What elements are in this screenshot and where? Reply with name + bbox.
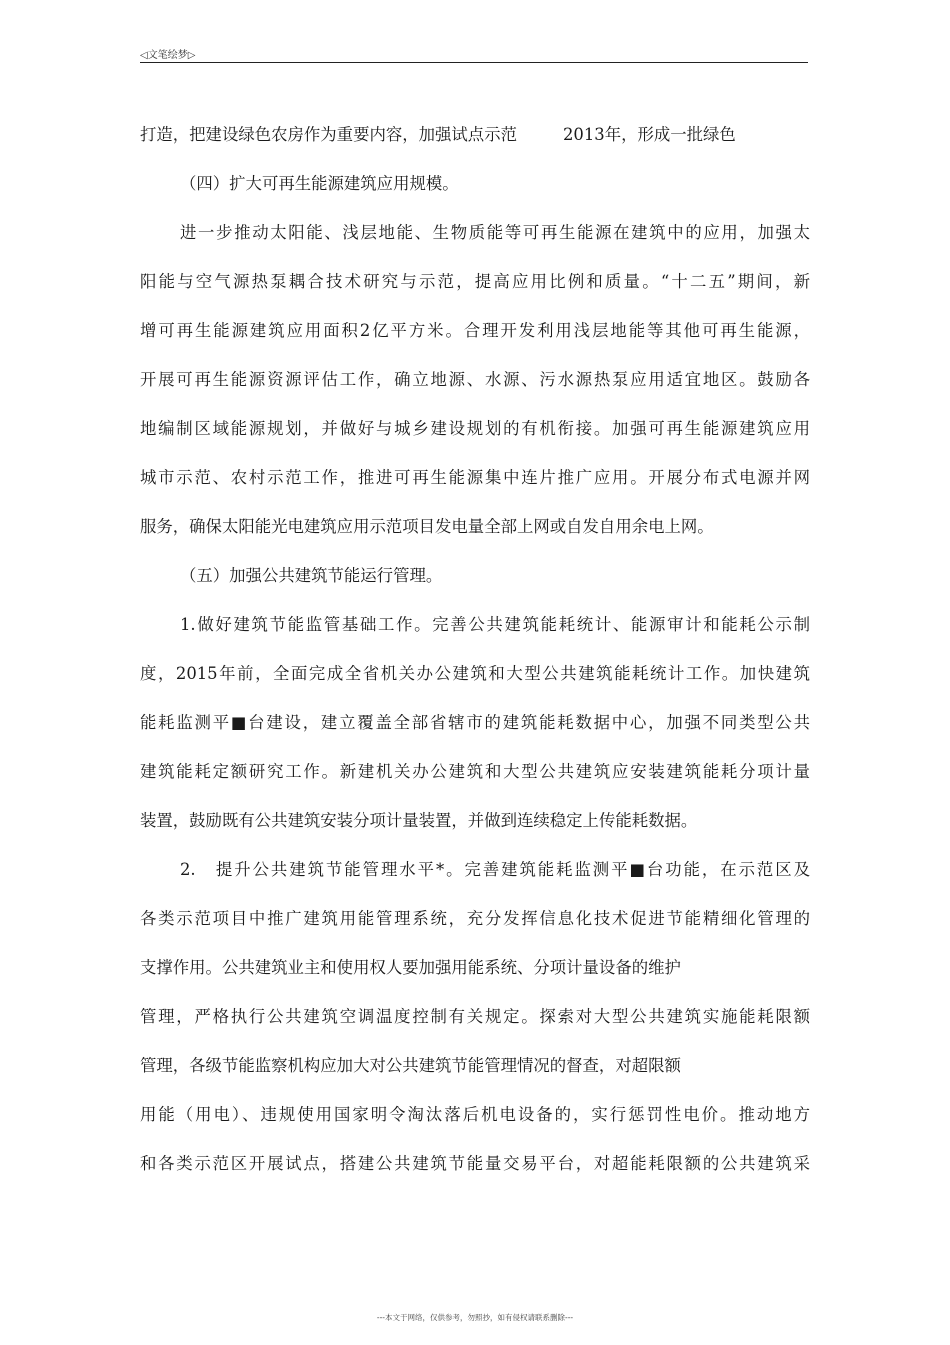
- text-line-1-part-b: 2013年，形成一批绿色: [562, 125, 736, 144]
- page-footer: ---本文于网络，仅供参考，勿照抄，如有侵权请联系删除---: [376, 1313, 574, 1322]
- header-label: ◁文笔绘梦▷: [140, 50, 196, 61]
- text-line-9: 服务，确保太阳能光电建筑应用示范项目发电量全部上网或自发自用余电上网。: [140, 517, 714, 536]
- text-line-20: 管理，各级节能监察机构应加大对公共建筑节能管理情况的督查，对超限额: [140, 1056, 681, 1075]
- text-line-5: 增可再生能源建筑应用面积2亿平方米。合理开发利用浅层地能等其他可再生能源，: [140, 321, 810, 340]
- text-line-19: 管理，严格执行公共建筑空调温度控制有关规定。探索对大型公共建筑实施能耗限额: [140, 1007, 810, 1026]
- text-line-15: 装置，鼓励既有公共建筑安装分项计量装置，并做到连续稳定上传能耗数据。: [140, 811, 698, 830]
- text-line-18: 支撑作用。公共建筑业主和使用权人要加强用能系统、分项计量设备的维护: [140, 958, 681, 977]
- text-line-11: 1.做好建筑节能监管基础工作。完善公共建筑能耗统计、能源审计和能耗公示制: [180, 615, 810, 634]
- text-line-1-part-a: 打造，把建设绿色农房作为重要内容，加强试点示范: [140, 125, 517, 144]
- text-line-14: 建筑能耗定额研究工作。新建机关办公建筑和大型公共建筑应安装建筑能耗分项计量: [140, 762, 810, 781]
- text-line-7: 地编制区域能源规划，并做好与城乡建设规划的有机衔接。加强可再生能源建筑应用: [140, 419, 810, 438]
- text-line-6: 开展可再生能源资源评估工作，确立地源、水源、污水源热泵应用适宜地区。鼓励各: [140, 370, 810, 389]
- page-header: [140, 44, 808, 63]
- text-line-3: 进一步推动太阳能、浅层地能、生物质能等可再生能源在建筑中的应用，加强太: [180, 223, 810, 242]
- section-heading-4: （四）扩大可再生能源建筑应用规模。: [180, 174, 459, 193]
- text-line-21: 用能（用电）、违规使用国家明令淘汰落后机电设备的，实行惩罚性电价。推动地方: [140, 1105, 810, 1124]
- section-heading-5: （五）加强公共建筑节能运行管理。: [180, 566, 443, 585]
- text-line-16: 2. 提升公共建筑节能管理水平*。完善建筑能耗监测平■台功能，在示范区及: [180, 860, 810, 879]
- text-line-8: 城市示范、农村示范工作，推进可再生能源集中连片推广应用。开展分布式电源并网: [140, 468, 810, 487]
- text-line-22: 和各类示范区开展试点，搭建公共建筑节能量交易平台，对超能耗限额的公共建筑采: [140, 1154, 810, 1173]
- text-line-4: 阳能与空气源热泵耦合技术研究与示范，提高应用比例和质量。“十二五”期间，新: [140, 272, 810, 291]
- text-line-17: 各类示范项目中推广建筑用能管理系统，充分发挥信息化技术促进节能精细化管理的: [140, 909, 810, 928]
- text-line-12: 度，2015年前，全面完成全省机关办公建筑和大型公共建筑能耗统计工作。加快建筑: [140, 664, 810, 683]
- text-line-13: 能耗监测平■台建设，建立覆盖全部省辖市的建筑能耗数据中心，加强不同类型公共: [140, 713, 810, 732]
- text-line-1: [140, 125, 810, 145]
